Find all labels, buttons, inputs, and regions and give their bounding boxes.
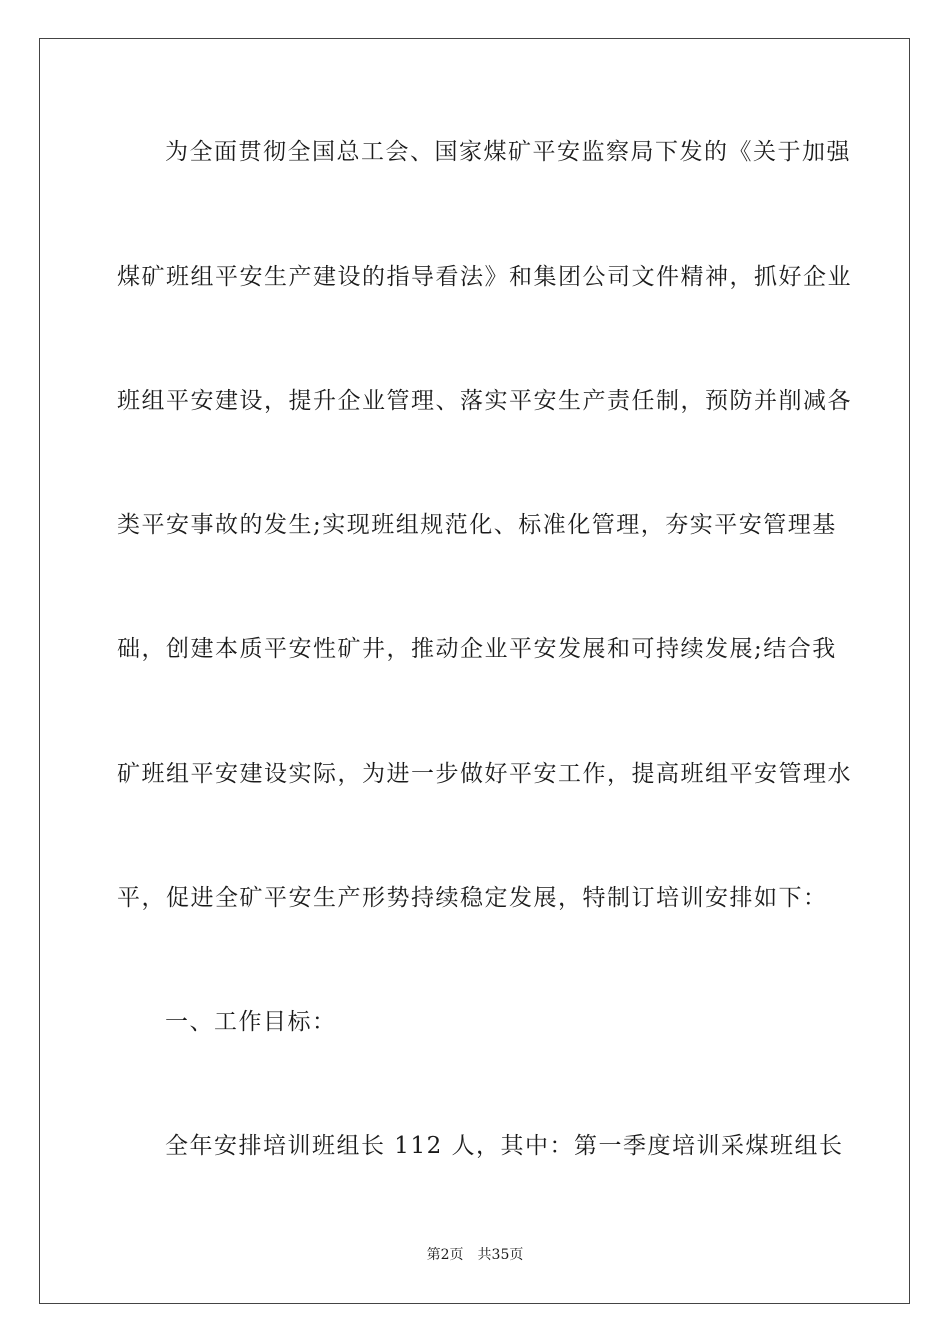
page-number: 第2页 bbox=[426, 1247, 464, 1263]
paragraph-line-3: 班组平安建设，提升企业管理、落实平安生产责任制，预防并削减各 bbox=[117, 388, 852, 414]
paragraph-line-1: 为全面贯彻全国总工会、国家煤矿平安监察局下发的《关于加强 bbox=[165, 139, 851, 165]
section-heading: 一、工作目标： bbox=[165, 1009, 337, 1035]
page-total: 共35页 bbox=[477, 1247, 524, 1263]
page-border bbox=[39, 38, 910, 1304]
paragraph-line-5: 础，创建本质平安性矿井，推动企业平安发展和可持续发展;结合我 bbox=[117, 636, 837, 662]
page-footer bbox=[0, 1245, 950, 1265]
paragraph-line-9: 全年安排培训班组长 112 人，其中：第一季度培训采煤班组长 bbox=[165, 1133, 844, 1159]
paragraph-line-7: 平，促进全矿平安生产形势持续稳定发展，特制订培训安排如下： bbox=[117, 885, 828, 911]
paragraph-line-6: 矿班组平安建设实际，为进一步做好平安工作，提高班组平安管理水 bbox=[117, 761, 852, 787]
paragraph-line-2: 煤矿班组平安生产建设的指导看法》和集团公司文件精神，抓好企业 bbox=[117, 264, 852, 290]
paragraph-line-4: 类平安事故的发生;实现班组规范化、标准化管理，夯实平安管理基 bbox=[117, 512, 837, 538]
